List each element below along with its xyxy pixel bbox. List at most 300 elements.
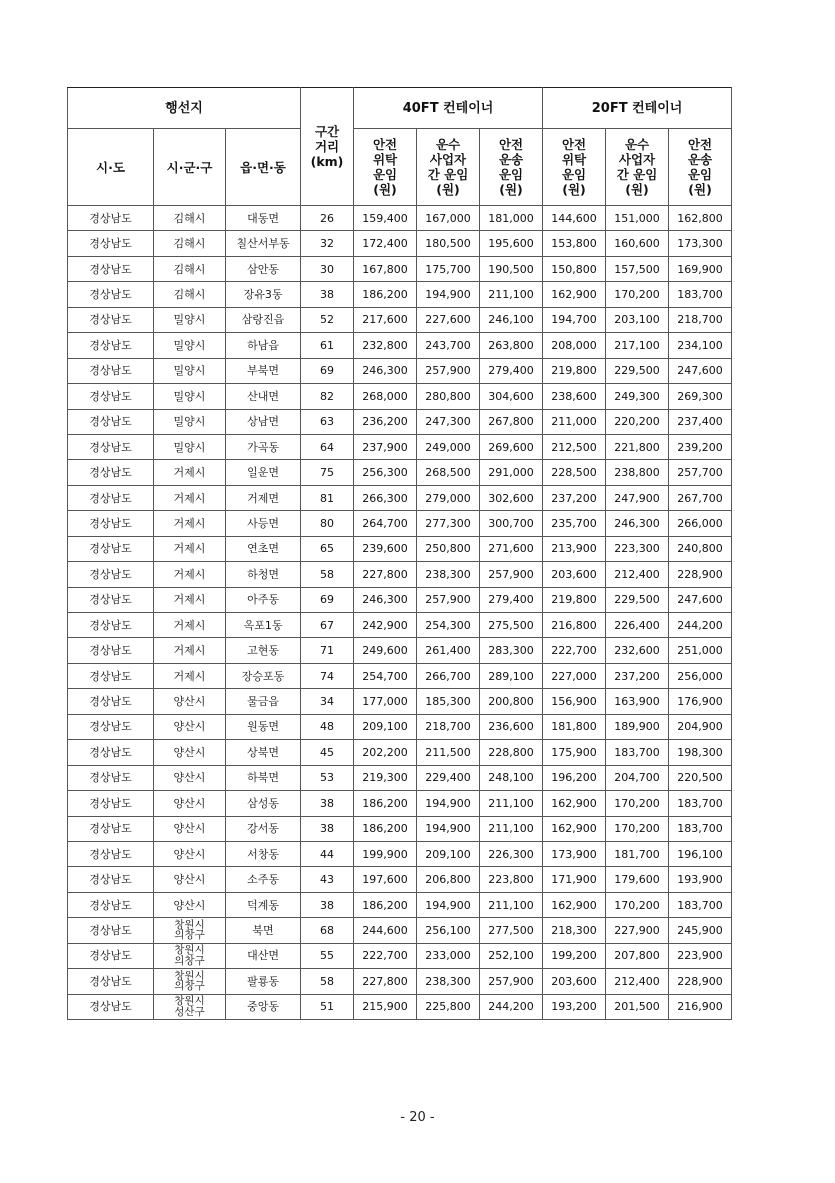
40ft-transport-biz-cell: 250,800	[417, 536, 480, 561]
sigungu-cell: 창원시 의창구	[154, 969, 226, 994]
distance-cell: 32	[301, 231, 354, 256]
distance-cell: 38	[301, 282, 354, 307]
20ft-transport-biz-cell: 157,500	[606, 256, 669, 281]
sigungu-cell: 거제시	[154, 638, 226, 663]
20ft-transport-biz-cell: 246,300	[606, 511, 669, 536]
20ft-safe-transport-cell: 251,000	[669, 638, 732, 663]
eupmyeondong-cell: 하북면	[226, 765, 301, 790]
container-40ft-header: 40FT 컨테이너	[354, 88, 543, 129]
eupmyeondong-cell: 팔룡동	[226, 969, 301, 994]
sigungu-cell: 창원시 성산구	[154, 994, 226, 1019]
sigungu-cell: 거제시	[154, 562, 226, 587]
page-number: - 20 -	[400, 1110, 435, 1125]
40ft-safe-trust-cell: 186,200	[354, 816, 417, 841]
20ft-safe-transport-cell: 257,700	[669, 460, 732, 485]
sigungu-cell: 김해시	[154, 231, 226, 256]
sido-cell: 경상남도	[68, 460, 154, 485]
20ft-transport-biz-cell: 181,700	[606, 841, 669, 866]
sigungu-cell: 밀양시	[154, 409, 226, 434]
40ft-transport-biz-cell: 238,300	[417, 562, 480, 587]
40ft-transport-biz-cell: 249,000	[417, 434, 480, 459]
eupmyeondong-cell: 삼안동	[226, 256, 301, 281]
table-row	[68, 333, 732, 358]
20ft-safe-transport-cell: 245,900	[669, 918, 732, 943]
eupmyeondong-cell: 하남읍	[226, 333, 301, 358]
20ft-transport-biz-cell: 179,600	[606, 867, 669, 892]
table-row	[68, 282, 732, 307]
40ft-safe-trust-cell: 217,600	[354, 307, 417, 332]
distance-cell: 68	[301, 918, 354, 943]
eupmyeondong-cell: 옥포1동	[226, 613, 301, 638]
40ft-safe-trust-cell: 246,300	[354, 358, 417, 383]
40ft-safe-transport-cell: 211,100	[480, 282, 543, 307]
eupmyeondong-cell: 상남면	[226, 409, 301, 434]
20ft-transport-biz-cell: 226,400	[606, 613, 669, 638]
sido-cell: 경상남도	[68, 689, 154, 714]
sido-cell: 경상남도	[68, 384, 154, 409]
20ft-safe-transport-cell: 239,200	[669, 434, 732, 459]
20ft-safe-trust-cell: 181,800	[543, 714, 606, 739]
20ft-transport-biz-cell: 238,800	[606, 460, 669, 485]
table-row	[68, 638, 732, 663]
40ft-transport-biz-cell: 225,800	[417, 994, 480, 1019]
40ft-safe-transport-cell: 190,500	[480, 256, 543, 281]
distance-cell: 69	[301, 587, 354, 612]
sigungu-cell: 양산시	[154, 867, 226, 892]
20ft-safe-transport-cell: 183,700	[669, 791, 732, 816]
40ft-safe-transport-cell: 244,200	[480, 994, 543, 1019]
20ft-safe-trust-cell: 218,300	[543, 918, 606, 943]
sigungu-cell: 거제시	[154, 460, 226, 485]
distance-cell: 44	[301, 841, 354, 866]
sido-cell: 경상남도	[68, 638, 154, 663]
20ft-safe-transport-cell: 228,900	[669, 969, 732, 994]
20ft-safe-transport-cell: 237,400	[669, 409, 732, 434]
40ft-safe-trust-cell: 186,200	[354, 892, 417, 917]
20ft-transport-biz-cell: 229,500	[606, 358, 669, 383]
table-row	[68, 816, 732, 841]
40ft-safe-transport-cell: 302,600	[480, 485, 543, 510]
20ft-safe-trust-cell: 171,900	[543, 867, 606, 892]
distance-cell: 71	[301, 638, 354, 663]
20ft-transport-biz-cell: 160,600	[606, 231, 669, 256]
eupmyeondong-cell: 거제면	[226, 485, 301, 510]
20ft-transport-biz-cell: 189,900	[606, 714, 669, 739]
20ft-safe-transport-header: 안전 운송 운임 (원)	[669, 129, 732, 206]
20ft-safe-transport-cell: 223,900	[669, 943, 732, 968]
eupmyeondong-cell: 서창동	[226, 841, 301, 866]
sigungu-header: 시·군·구	[154, 129, 226, 206]
distance-cell: 26	[301, 206, 354, 231]
20ft-safe-transport-cell: 267,700	[669, 485, 732, 510]
40ft-transport-biz-cell: 175,700	[417, 256, 480, 281]
table-row	[68, 536, 732, 561]
20ft-safe-transport-cell: 183,700	[669, 282, 732, 307]
sigungu-cell: 김해시	[154, 282, 226, 307]
40ft-safe-transport-cell: 211,100	[480, 816, 543, 841]
40ft-safe-transport-cell: 211,100	[480, 791, 543, 816]
20ft-safe-transport-cell: 183,700	[669, 816, 732, 841]
40ft-safe-trust-cell: 264,700	[354, 511, 417, 536]
table-row	[68, 740, 732, 765]
distance-cell: 75	[301, 460, 354, 485]
20ft-safe-trust-cell: 162,900	[543, 791, 606, 816]
table-row	[68, 562, 732, 587]
40ft-transport-biz-cell: 211,500	[417, 740, 480, 765]
sigungu-cell: 양산시	[154, 841, 226, 866]
40ft-safe-transport-cell: 279,400	[480, 358, 543, 383]
sido-cell: 경상남도	[68, 206, 154, 231]
20ft-safe-trust-cell: 228,500	[543, 460, 606, 485]
distance-cell: 51	[301, 994, 354, 1019]
40ft-safe-transport-cell: 228,800	[480, 740, 543, 765]
sigungu-cell: 창원시 의창구	[154, 943, 226, 968]
20ft-transport-biz-cell: 217,100	[606, 333, 669, 358]
eupmyeondong-cell: 장승포동	[226, 663, 301, 688]
40ft-safe-trust-header: 안전 위탁 운임 (원)	[354, 129, 417, 206]
40ft-safe-trust-cell: 239,600	[354, 536, 417, 561]
40ft-safe-transport-cell: 236,600	[480, 714, 543, 739]
sido-cell: 경상남도	[68, 282, 154, 307]
sido-cell: 경상남도	[68, 943, 154, 968]
40ft-safe-transport-header: 안전 운송 운임 (원)	[480, 129, 543, 206]
sigungu-cell: 밀양시	[154, 333, 226, 358]
distance-cell: 48	[301, 714, 354, 739]
40ft-safe-trust-cell: 236,200	[354, 409, 417, 434]
table-row	[68, 892, 732, 917]
40ft-transport-biz-cell: 243,700	[417, 333, 480, 358]
20ft-transport-biz-cell: 203,100	[606, 307, 669, 332]
sigungu-cell: 김해시	[154, 256, 226, 281]
20ft-safe-transport-cell: 256,000	[669, 663, 732, 688]
40ft-safe-trust-cell: 186,200	[354, 791, 417, 816]
40ft-safe-transport-cell: 304,600	[480, 384, 543, 409]
sido-cell: 경상남도	[68, 358, 154, 383]
table-row	[68, 714, 732, 739]
40ft-safe-trust-cell: 215,900	[354, 994, 417, 1019]
20ft-safe-trust-cell: 212,500	[543, 434, 606, 459]
40ft-safe-trust-cell: 202,200	[354, 740, 417, 765]
20ft-transport-biz-cell: 183,700	[606, 740, 669, 765]
sido-cell: 경상남도	[68, 613, 154, 638]
20ft-transport-biz-cell: 221,800	[606, 434, 669, 459]
40ft-transport-biz-cell: 194,900	[417, 791, 480, 816]
distance-cell: 38	[301, 791, 354, 816]
eupmyeondong-cell: 물금읍	[226, 689, 301, 714]
40ft-safe-transport-cell: 257,900	[480, 969, 543, 994]
20ft-safe-transport-cell: 183,700	[669, 892, 732, 917]
distance-cell: 55	[301, 943, 354, 968]
40ft-safe-transport-cell: 269,600	[480, 434, 543, 459]
sido-cell: 경상남도	[68, 841, 154, 866]
table-row	[68, 307, 732, 332]
distance-cell: 61	[301, 333, 354, 358]
distance-cell: 43	[301, 867, 354, 892]
20ft-transport-biz-cell: 170,200	[606, 282, 669, 307]
sigungu-cell: 밀양시	[154, 358, 226, 383]
40ft-safe-transport-cell: 300,700	[480, 511, 543, 536]
table-row	[68, 434, 732, 459]
sido-cell: 경상남도	[68, 994, 154, 1019]
distance-cell: 64	[301, 434, 354, 459]
table-row	[68, 587, 732, 612]
20ft-safe-transport-cell: 240,800	[669, 536, 732, 561]
table-row	[68, 943, 732, 968]
table-row	[68, 994, 732, 1019]
20ft-safe-trust-cell: 162,900	[543, 892, 606, 917]
20ft-safe-trust-cell: 203,600	[543, 562, 606, 587]
40ft-safe-trust-cell: 227,800	[354, 562, 417, 587]
eupmyeondong-cell: 강서동	[226, 816, 301, 841]
eupmyeondong-cell: 삼랑진읍	[226, 307, 301, 332]
table-row	[68, 256, 732, 281]
20ft-safe-transport-cell: 204,900	[669, 714, 732, 739]
sigungu-cell: 거제시	[154, 485, 226, 510]
20ft-safe-transport-cell: 176,900	[669, 689, 732, 714]
20ft-safe-trust-cell: 144,600	[543, 206, 606, 231]
20ft-transport-biz-cell: 170,200	[606, 791, 669, 816]
40ft-safe-trust-cell: 244,600	[354, 918, 417, 943]
eupmyeondong-cell: 덕계동	[226, 892, 301, 917]
40ft-safe-trust-cell: 254,700	[354, 663, 417, 688]
20ft-safe-trust-cell: 173,900	[543, 841, 606, 866]
sigungu-cell: 거제시	[154, 613, 226, 638]
destination-header: 행선지	[68, 88, 301, 129]
20ft-safe-trust-cell: 211,000	[543, 409, 606, 434]
40ft-safe-transport-cell: 263,800	[480, 333, 543, 358]
40ft-transport-biz-cell: 233,000	[417, 943, 480, 968]
distance-cell: 58	[301, 969, 354, 994]
eupmyeondong-cell: 원동면	[226, 714, 301, 739]
20ft-transport-biz-cell: 207,800	[606, 943, 669, 968]
sigungu-cell: 거제시	[154, 663, 226, 688]
40ft-transport-biz-cell: 261,400	[417, 638, 480, 663]
distance-cell: 38	[301, 892, 354, 917]
freight-rate-table	[67, 87, 732, 1020]
distance-cell: 63	[301, 409, 354, 434]
sigungu-cell: 밀양시	[154, 434, 226, 459]
20ft-safe-trust-cell: 194,700	[543, 307, 606, 332]
40ft-safe-trust-cell: 199,900	[354, 841, 417, 866]
distance-cell: 58	[301, 562, 354, 587]
40ft-safe-trust-cell: 222,700	[354, 943, 417, 968]
40ft-transport-biz-cell: 194,900	[417, 892, 480, 917]
sido-cell: 경상남도	[68, 511, 154, 536]
40ft-transport-biz-cell: 279,000	[417, 485, 480, 510]
40ft-safe-trust-cell: 237,900	[354, 434, 417, 459]
sido-cell: 경상남도	[68, 587, 154, 612]
40ft-safe-trust-cell: 227,800	[354, 969, 417, 994]
sido-cell: 경상남도	[68, 969, 154, 994]
20ft-safe-trust-cell: 150,800	[543, 256, 606, 281]
20ft-safe-trust-cell: 203,600	[543, 969, 606, 994]
40ft-transport-biz-cell: 268,500	[417, 460, 480, 485]
sigungu-cell: 양산시	[154, 765, 226, 790]
40ft-safe-transport-cell: 279,400	[480, 587, 543, 612]
40ft-transport-biz-cell: 229,400	[417, 765, 480, 790]
40ft-safe-trust-cell: 268,000	[354, 384, 417, 409]
40ft-safe-trust-cell: 186,200	[354, 282, 417, 307]
20ft-transport-biz-cell: 212,400	[606, 562, 669, 587]
20ft-safe-transport-cell: 228,900	[669, 562, 732, 587]
40ft-safe-transport-cell: 223,800	[480, 867, 543, 892]
20ft-safe-transport-cell: 169,900	[669, 256, 732, 281]
20ft-transport-biz-cell: 220,200	[606, 409, 669, 434]
40ft-transport-biz-cell: 257,900	[417, 358, 480, 383]
40ft-safe-trust-cell: 177,000	[354, 689, 417, 714]
20ft-safe-trust-cell: 162,900	[543, 282, 606, 307]
20ft-transport-biz-cell: 249,300	[606, 384, 669, 409]
20ft-transport-biz-cell: 212,400	[606, 969, 669, 994]
20ft-safe-trust-cell: 162,900	[543, 816, 606, 841]
20ft-safe-trust-cell: 235,700	[543, 511, 606, 536]
sido-cell: 경상남도	[68, 256, 154, 281]
20ft-safe-transport-cell: 218,700	[669, 307, 732, 332]
20ft-safe-trust-cell: 153,800	[543, 231, 606, 256]
40ft-transport-biz-cell: 227,600	[417, 307, 480, 332]
sido-cell: 경상남도	[68, 434, 154, 459]
table-row	[68, 791, 732, 816]
40ft-transport-biz-cell: 209,100	[417, 841, 480, 866]
20ft-safe-trust-cell: 222,700	[543, 638, 606, 663]
sido-cell: 경상남도	[68, 765, 154, 790]
eupmyeondong-cell: 북면	[226, 918, 301, 943]
distance-cell: 30	[301, 256, 354, 281]
distance-cell: 34	[301, 689, 354, 714]
40ft-transport-biz-cell: 254,300	[417, 613, 480, 638]
table-row	[68, 206, 732, 231]
sigungu-cell: 김해시	[154, 206, 226, 231]
container-20ft-header: 20FT 컨테이너	[543, 88, 732, 129]
40ft-transport-biz-cell: 185,300	[417, 689, 480, 714]
40ft-transport-biz-cell: 206,800	[417, 867, 480, 892]
table-row	[68, 689, 732, 714]
eupmyeondong-cell: 칠산서부동	[226, 231, 301, 256]
sido-cell: 경상남도	[68, 333, 154, 358]
20ft-safe-transport-cell: 247,600	[669, 358, 732, 383]
20ft-safe-trust-cell: 208,000	[543, 333, 606, 358]
20ft-transport-biz-cell: 170,200	[606, 892, 669, 917]
eupmyeondong-cell: 일운면	[226, 460, 301, 485]
40ft-safe-trust-cell: 172,400	[354, 231, 417, 256]
sigungu-cell: 양산시	[154, 689, 226, 714]
table-row	[68, 613, 732, 638]
20ft-transport-biz-cell: 229,500	[606, 587, 669, 612]
40ft-safe-trust-cell: 246,300	[354, 587, 417, 612]
distance-cell: 67	[301, 613, 354, 638]
sigungu-cell: 양산시	[154, 816, 226, 841]
40ft-transport-biz-cell: 266,700	[417, 663, 480, 688]
distance-cell: 38	[301, 816, 354, 841]
sigungu-cell: 양산시	[154, 791, 226, 816]
sido-cell: 경상남도	[68, 663, 154, 688]
sido-cell: 경상남도	[68, 231, 154, 256]
sido-cell: 경상남도	[68, 562, 154, 587]
sigungu-cell: 양산시	[154, 892, 226, 917]
sido-cell: 경상남도	[68, 307, 154, 332]
eupmyeondong-cell: 장유3동	[226, 282, 301, 307]
20ft-safe-trust-cell: 227,000	[543, 663, 606, 688]
20ft-transport-biz-cell: 170,200	[606, 816, 669, 841]
20ft-safe-transport-cell: 196,100	[669, 841, 732, 866]
20ft-safe-transport-cell: 266,000	[669, 511, 732, 536]
20ft-safe-trust-cell: 213,900	[543, 536, 606, 561]
20ft-safe-transport-cell: 198,300	[669, 740, 732, 765]
sido-cell: 경상남도	[68, 892, 154, 917]
40ft-transport-biz-cell: 257,900	[417, 587, 480, 612]
20ft-safe-transport-cell: 193,900	[669, 867, 732, 892]
40ft-safe-trust-cell: 209,100	[354, 714, 417, 739]
40ft-safe-transport-cell: 271,600	[480, 536, 543, 561]
eupmyeondong-cell: 중앙동	[226, 994, 301, 1019]
40ft-safe-transport-cell: 246,100	[480, 307, 543, 332]
table-row	[68, 358, 732, 383]
40ft-transport-biz-cell: 180,500	[417, 231, 480, 256]
sigungu-cell: 양산시	[154, 740, 226, 765]
sido-cell: 경상남도	[68, 918, 154, 943]
sigungu-cell: 거제시	[154, 536, 226, 561]
table-row	[68, 409, 732, 434]
40ft-safe-transport-cell: 283,300	[480, 638, 543, 663]
40ft-safe-trust-cell: 167,800	[354, 256, 417, 281]
distance-cell: 69	[301, 358, 354, 383]
distance-cell: 45	[301, 740, 354, 765]
sido-header: 시·도	[68, 129, 154, 206]
20ft-safe-trust-cell: 237,200	[543, 485, 606, 510]
20ft-transport-biz-cell: 204,700	[606, 765, 669, 790]
table-row	[68, 841, 732, 866]
40ft-safe-trust-cell: 242,900	[354, 613, 417, 638]
distance-cell: 82	[301, 384, 354, 409]
table-row	[68, 765, 732, 790]
40ft-safe-transport-cell: 195,600	[480, 231, 543, 256]
table-row	[68, 460, 732, 485]
sido-cell: 경상남도	[68, 714, 154, 739]
20ft-transport-biz-cell: 201,500	[606, 994, 669, 1019]
eupmyeondong-cell: 사등면	[226, 511, 301, 536]
sigungu-cell: 밀양시	[154, 307, 226, 332]
table-row	[68, 663, 732, 688]
sido-cell: 경상남도	[68, 816, 154, 841]
40ft-safe-transport-cell: 181,000	[480, 206, 543, 231]
40ft-transport-biz-cell: 280,800	[417, 384, 480, 409]
20ft-safe-transport-cell: 247,600	[669, 587, 732, 612]
40ft-safe-trust-cell: 249,600	[354, 638, 417, 663]
40ft-transport-biz-cell: 218,700	[417, 714, 480, 739]
40ft-transport-biz-cell: 256,100	[417, 918, 480, 943]
distance-cell: 80	[301, 511, 354, 536]
20ft-safe-transport-cell: 269,300	[669, 384, 732, 409]
20ft-safe-trust-cell: 193,200	[543, 994, 606, 1019]
40ft-safe-transport-cell: 291,000	[480, 460, 543, 485]
sido-cell: 경상남도	[68, 485, 154, 510]
eupmyeondong-cell: 산내면	[226, 384, 301, 409]
40ft-transport-biz-header: 운수 사업자 간 운임 (원)	[417, 129, 480, 206]
20ft-transport-biz-cell: 247,900	[606, 485, 669, 510]
sigungu-cell: 창원시 의창구	[154, 918, 226, 943]
40ft-safe-transport-cell: 252,100	[480, 943, 543, 968]
eupmyeondong-cell: 가곡동	[226, 434, 301, 459]
20ft-safe-trust-cell: 219,800	[543, 587, 606, 612]
distance-header: 구간 거리 (km)	[301, 88, 354, 206]
20ft-safe-trust-cell: 219,800	[543, 358, 606, 383]
distance-cell: 65	[301, 536, 354, 561]
20ft-transport-biz-cell: 232,600	[606, 638, 669, 663]
sido-cell: 경상남도	[68, 409, 154, 434]
sido-cell: 경상남도	[68, 867, 154, 892]
distance-cell: 74	[301, 663, 354, 688]
40ft-safe-transport-cell: 289,100	[480, 663, 543, 688]
